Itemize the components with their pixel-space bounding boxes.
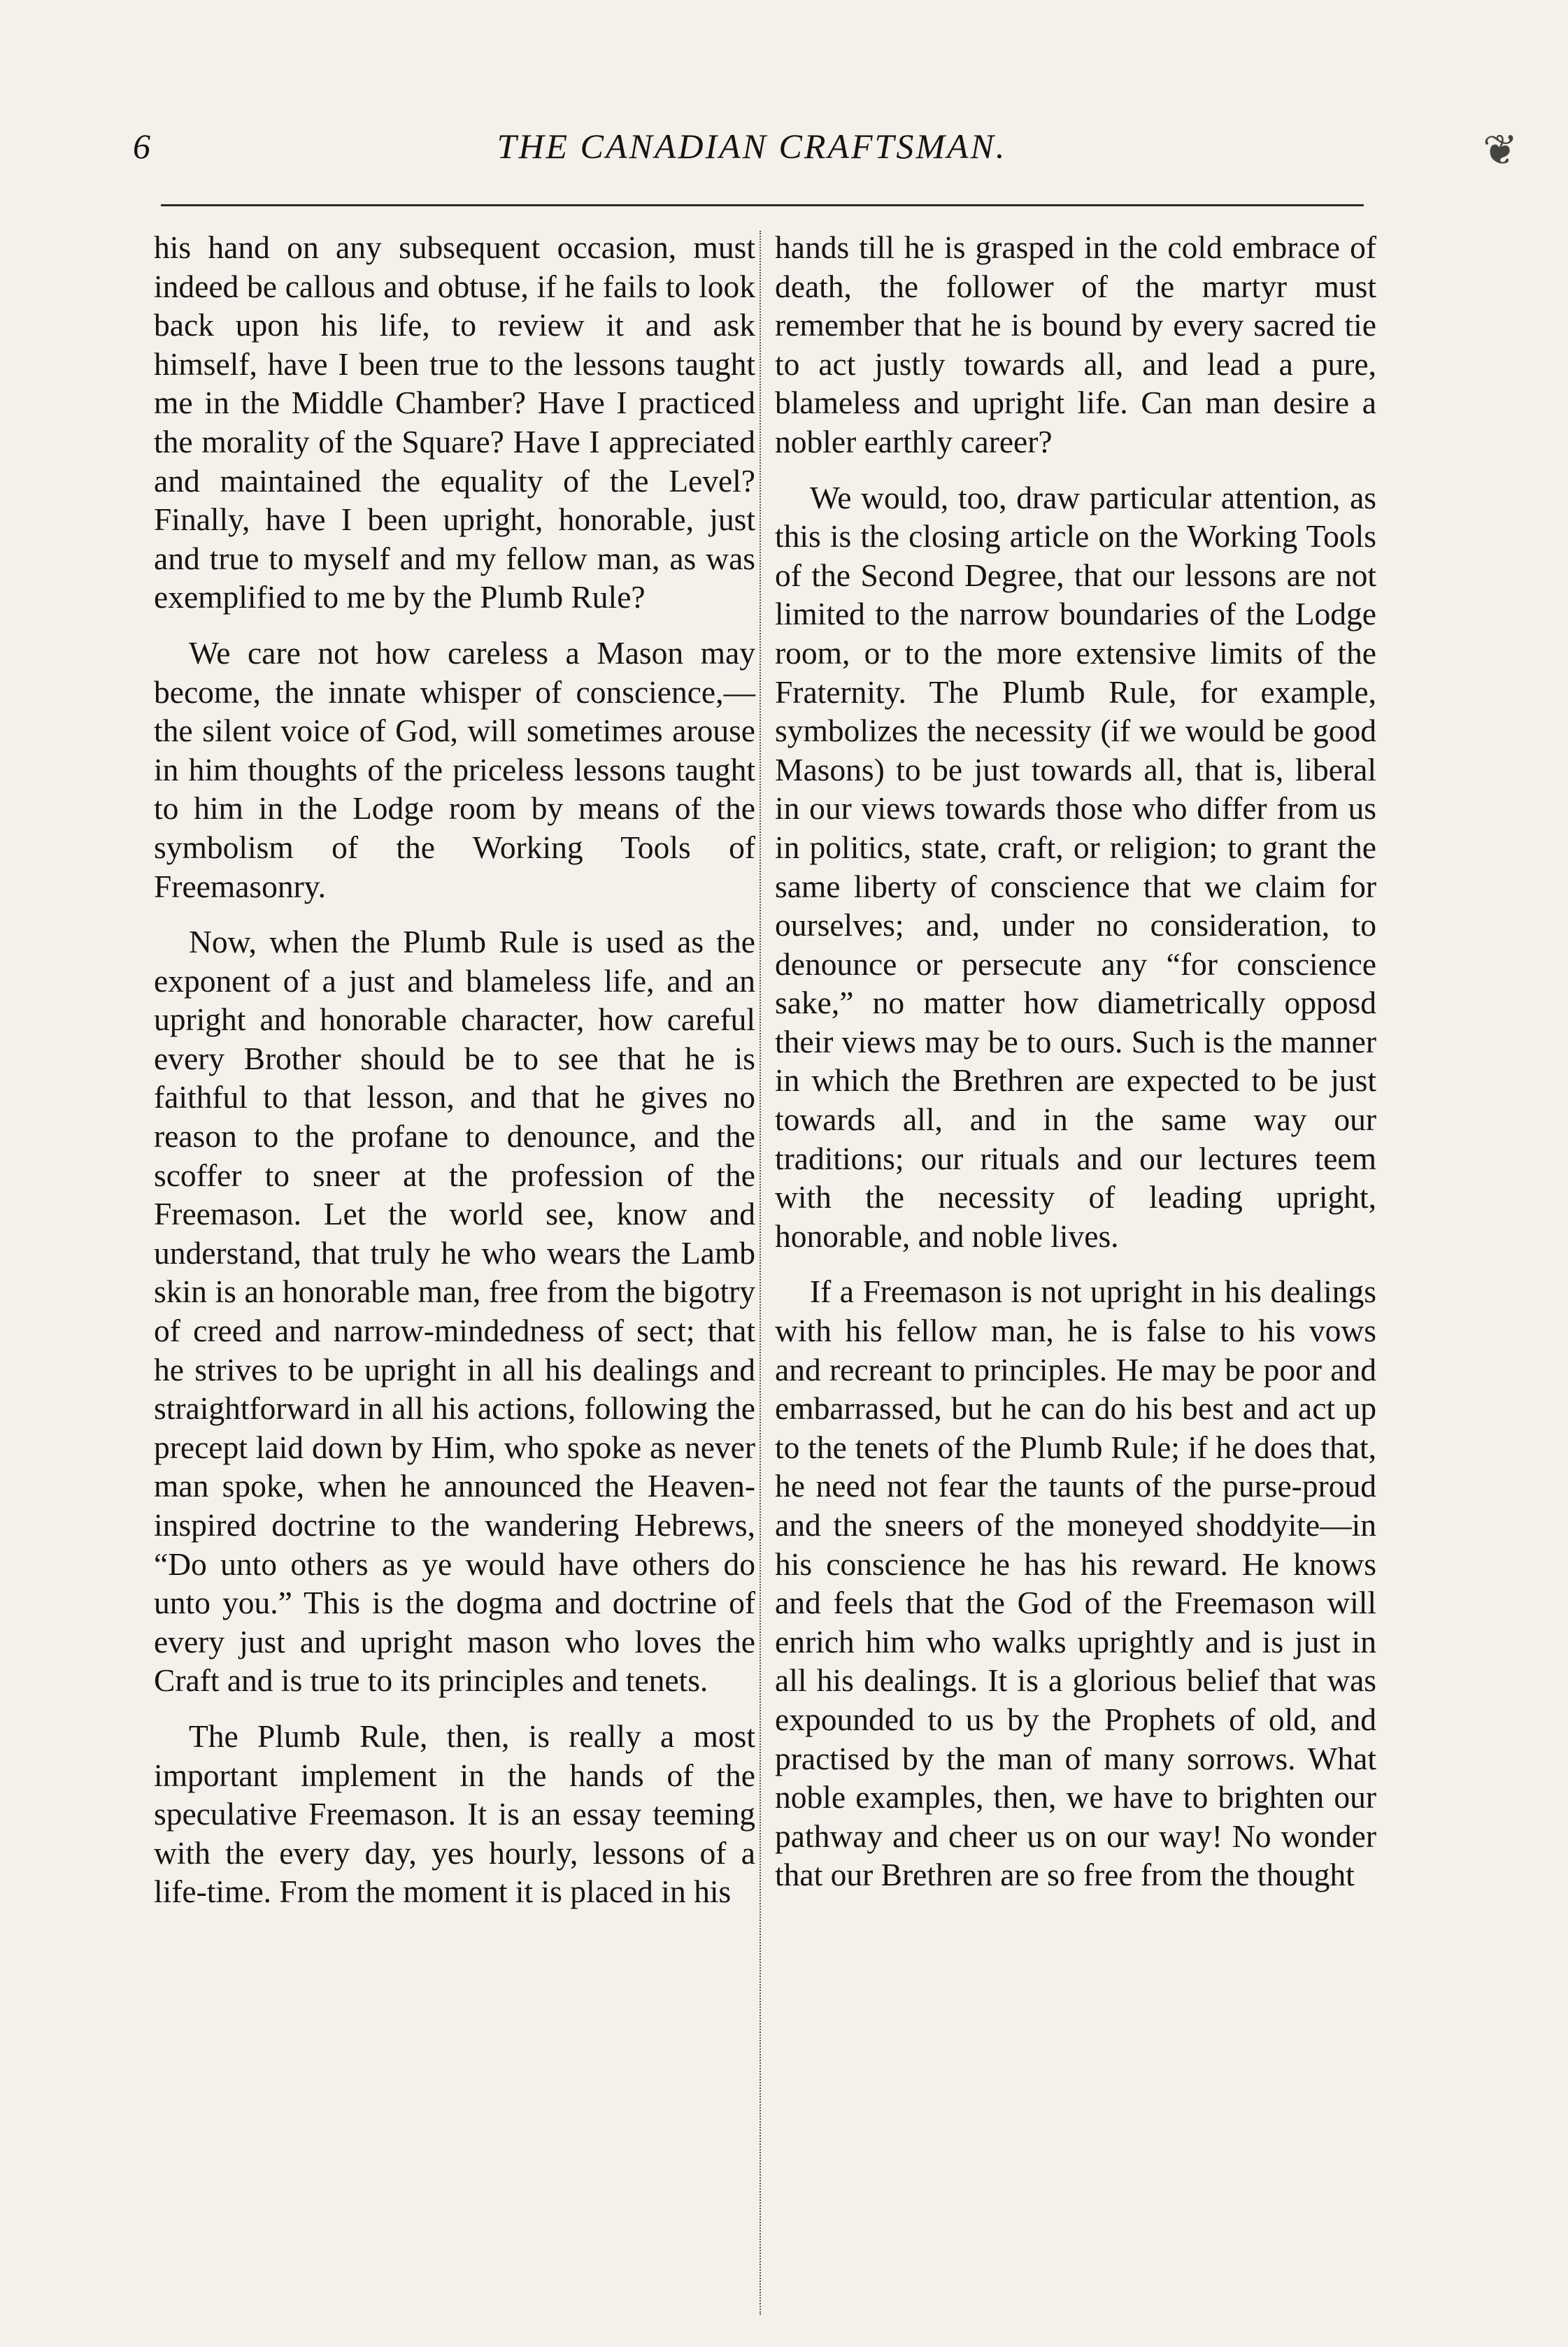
column-divider [760,231,761,2315]
paragraph: his hand on any subsequent occasion, must indeed be callous and obtuse, if he fails to look back upon his life, to review it and ask himself, have I been true to the lessons taught me in the Middle Chamber? Have I practiced the morality of the Square? Have I appreciated and maintained the equality of the Level? Finally, have I been upright, honorable, just and true to myself and my fellow man, as was exemplified to me by the Plumb Rule? [154,229,755,615]
paragraph: hands till he is grasped in the cold embrace of death, the follower of the martyr must remember that he is bound by every sacred tie to act justly towards all, and lead a pure, blameless and upright life. Can man desire a nobler earthly career? [775,229,1376,459]
left-column [154,228,755,1928]
paragraph: We care not how careless a Mason may become, the innate whisper of conscience,—the silent voice of God, will sometimes arouse in him thoughts of the priceless lessons taught to him in the Lodge room by means of the symbolism of the Working Tools of Freemasonry. [154,634,755,904]
page-header [133,117,1371,180]
running-title: THE CANADIAN CRAFTSMAN. [497,127,1007,166]
header-rule [161,204,1364,206]
right-column [775,228,1376,1911]
paragraph: We would, too, draw particular attention, as this is the closing article on the Working Tools of the Second Degree, that our lessons are not limited to the narrow boundaries of the Lodge room, or to the more extensive limits of the Fraternity. The Plumb Rule, for example, symbolizes the necessity (if we would be good Masons) to be just towards all, that is, liberal in our views towards those who differ from us in politics, state, craft, or religion; to grant the same liberty of conscience that we claim for ourselves; and, under no consideration, to denounce or persecute any “for conscience sake,” no matter how diametrically opposd their views may be to ours. Such is the manner in which the Brethren are expected to be just towards all, and in the same way our traditions; our rituals and our lectures teem with the necessity of leading upright, honorable, and noble lives. [775,479,1376,1254]
margin-mark-icon: ❦ [1483,127,1518,173]
paragraph: The Plumb Rule, then, is really a most important implement in the hands of the speculative Freemason. It is an essay teeming with the every day, yes hourly, lessons of a life-time. From the moment it is placed in his [154,1718,755,1910]
page-number: 6 [133,127,150,166]
paragraph: If a Freemason is not upright in his dealings with his fellow man, he is false to his vows and recreant to principles. He may be poor and embarrassed, but he can do his best and act up to the tenets of the Plumb Rule; if he does that, he need not fear the taunts of the purse-proud and the sneers of the moneyed shoddyite—in his conscience he has his reward. He knows and feels that the God of the Freemason will enrich him who walks uprightly and is just in all his dealings. It is a glorious belief that was expounded to us by the Prophets of old, and practised by the man of many sorrows. What noble examples, then, we have to brighten our pathway and cheer us on our way! No wonder that our Brethren are so free from the thought [775,1274,1376,1893]
paragraph: Now, when the Plumb Rule is used as the exponent of a just and blameless life, and an upright and honorable character, how careful every Brother should be to see that he is faithful to that lesson, and that he gives no reason to the profane to denounce, and the scoffer to sneer at the profession of the Freemason. Let the world see, know and understand, that truly he who wears the Lamb skin is an honorable man, free from the bigotry of creed and narrow-mindedness of sect; that he strives to be upright in all his dealings and straightforward in all his actions, following the precept laid down by Him, who spoke as never man spoke, when he announced the Heaven-inspired doctrine to the wandering Hebrews, “Do unto others as ye would have others do unto you.” This is the dogma and doctrine of every just and upright mason who loves the Craft and is true to its principles and tenets. [154,924,755,1699]
